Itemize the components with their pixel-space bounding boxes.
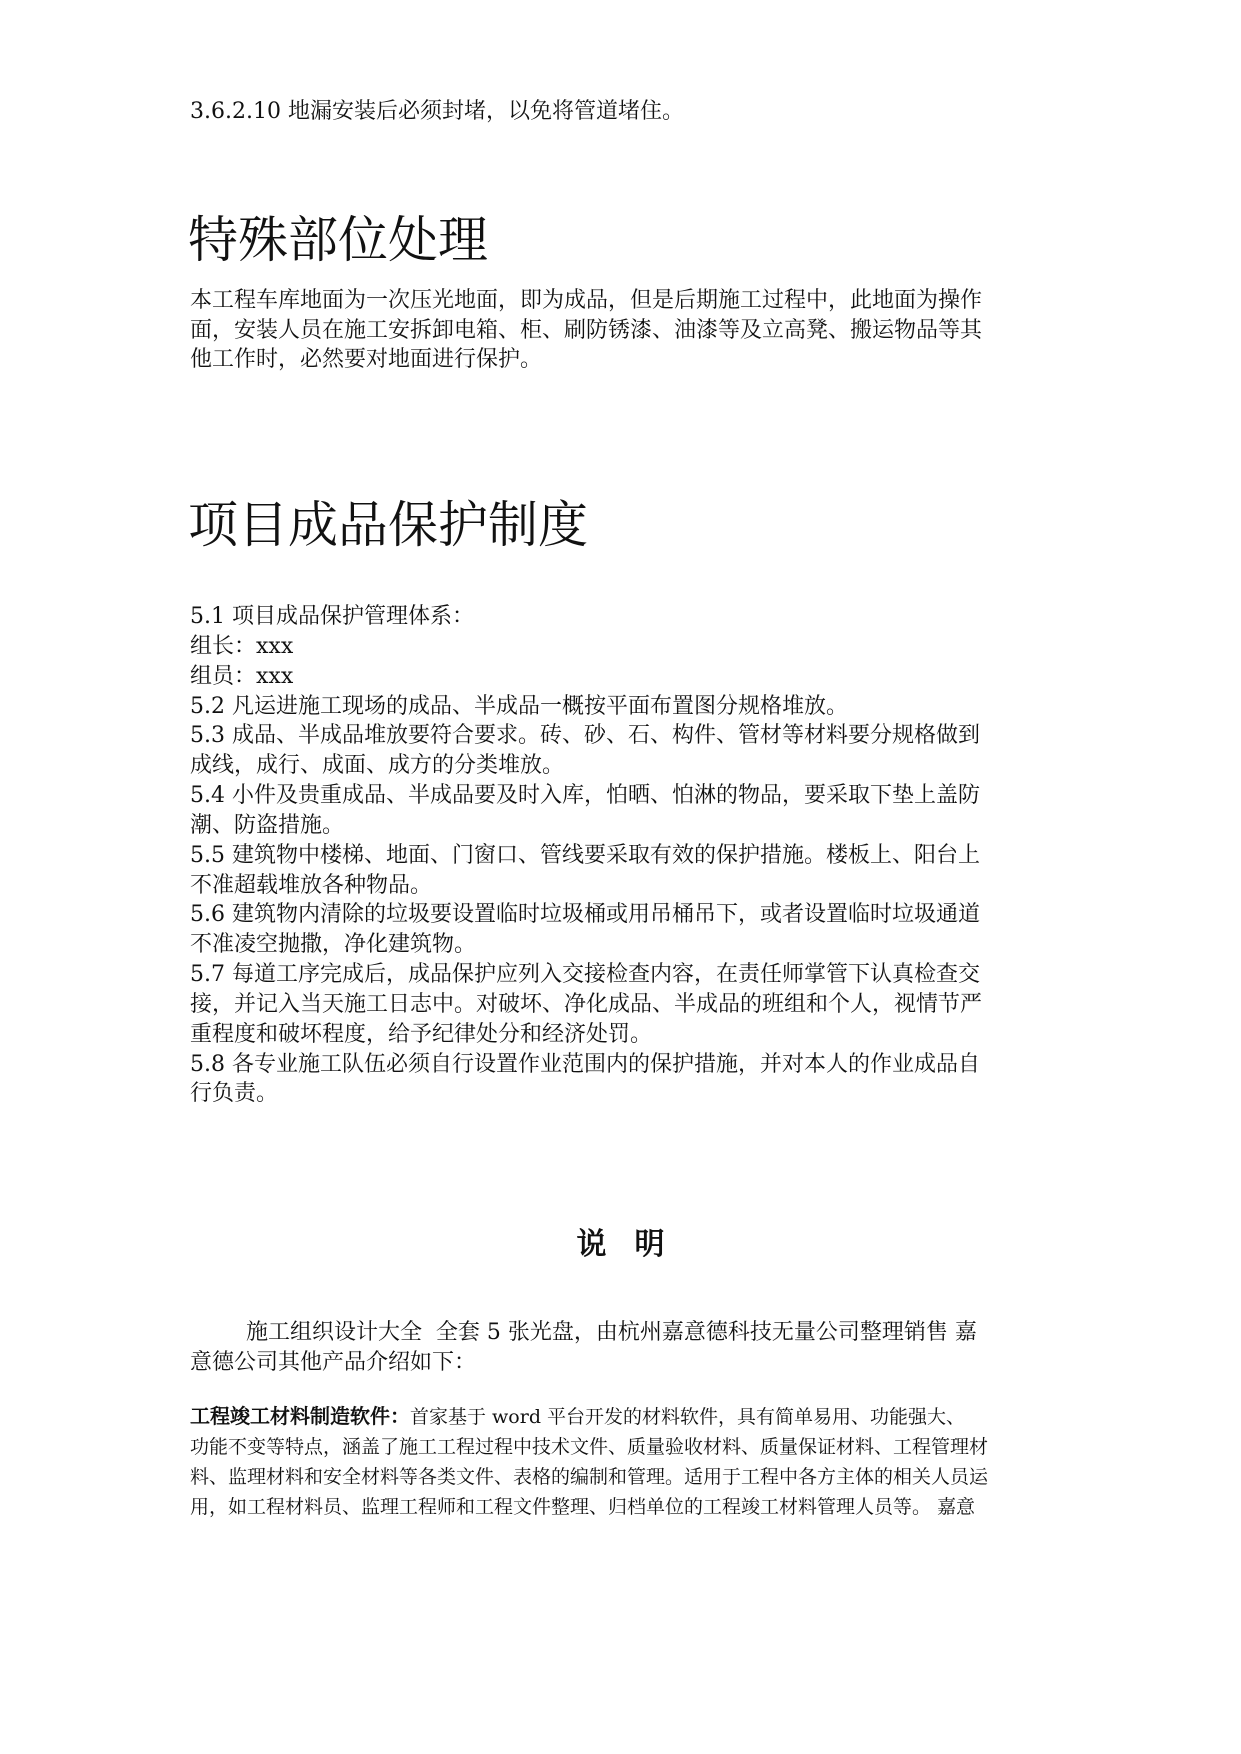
list-line: 不准凌空抛撒，净化建筑物。 [190,932,477,957]
note-line: 施工组织设计大全 全套 5 张光盘，由杭州嘉意德科技无量公司整理销售 嘉 [190,1320,977,1345]
paragraph-line: 他工作时，必然要对地面进行保护。 [190,347,543,372]
list-line: 5.5 建筑物中楼梯、地面、门窗口、管线要采取有效的保护措施。楼板上、阳台上 [190,843,980,868]
note-line: 意德公司其他产品介绍如下： [190,1350,477,1375]
list-line: 5.4 小件及贵重成品、半成品要及时入库，怕晒、怕淋的物品，要采取下垫上盖防 [190,783,980,808]
list-line: 5.6 建筑物内清除的垃圾要设置临时垃圾桶或用吊桶吊下，或者设置临时垃圾通道 [190,902,980,927]
paragraph-line: 本工程车库地面为一次压光地面，即为成品，但是后期施工过程中，此地面为操作 [190,288,983,313]
list-line: 组员：xxx [190,664,294,689]
list-line: 5.1 项目成品保护管理体系： [190,604,474,629]
list-line: 潮、防盗措施。 [190,813,345,838]
list-line: 成线，成行、成面、成方的分类堆放。 [190,753,565,778]
list-line: 5.3 成品、半成品堆放要符合要求。砖、砂、石、构件、管材等材料要分规格做到 [190,723,980,748]
list-line: 重程度和破坏程度，给予纪律处分和经济处罚。 [190,1022,653,1047]
list-line: 不准超载堆放各种物品。 [190,873,433,898]
product-label: 工程竣工材料制造软件： [190,1404,410,1428]
list-line: 5.8 各专业施工队伍必须自行设置作业范围内的保护措施，并对本人的作业成品自 [190,1052,980,1077]
list-line: 行负责。 [190,1081,279,1106]
paragraph-line: 面，安装人员在施工安拆卸电箱、柜、刷防锈漆、油漆等及立高凳、搬运物品等其 [190,318,983,343]
product-line: 料、监理材料和安全材料等各类文件、表格的编制和管理。适用于工程中各方主体的相关人员运 [190,1466,989,1488]
heading-special-treatment: 特殊部位处理 [188,211,488,269]
note-title: 说明 [576,1227,693,1262]
product-first-line-text: 首家基于 word 平台开发的材料软件，具有简单易用、功能强大、 [410,1406,966,1428]
heading-protection-system: 项目成品保护制度 [188,496,588,554]
list-line: 接，并记入当天施工日志中。对破坏、净化成品、半成品的班组和个人，视情节严 [190,992,983,1017]
top-line: 3.6.2.10 地漏安装后必须封堵，以免将管道堵住。 [190,99,684,124]
product-line: 功能不变等特点，涵盖了施工工程过程中技术文件、质量验收材料、质量保证材料、工程管理材 [190,1436,989,1458]
product-first-line [190,1402,965,1431]
list-line: 5.7 每道工序完成后，成品保护应列入交接检查内容，在责任师掌管下认真检查交 [190,962,980,987]
list-line: 5.2 凡运进施工现场的成品、半成品一概按平面布置图分规格堆放。 [190,694,848,719]
product-line: 用，如工程材料员、监理工程师和工程文件整理、归档单位的工程竣工材料管理人员等。 嘉意 [190,1496,976,1518]
list-line: 组长：xxx [190,634,294,659]
